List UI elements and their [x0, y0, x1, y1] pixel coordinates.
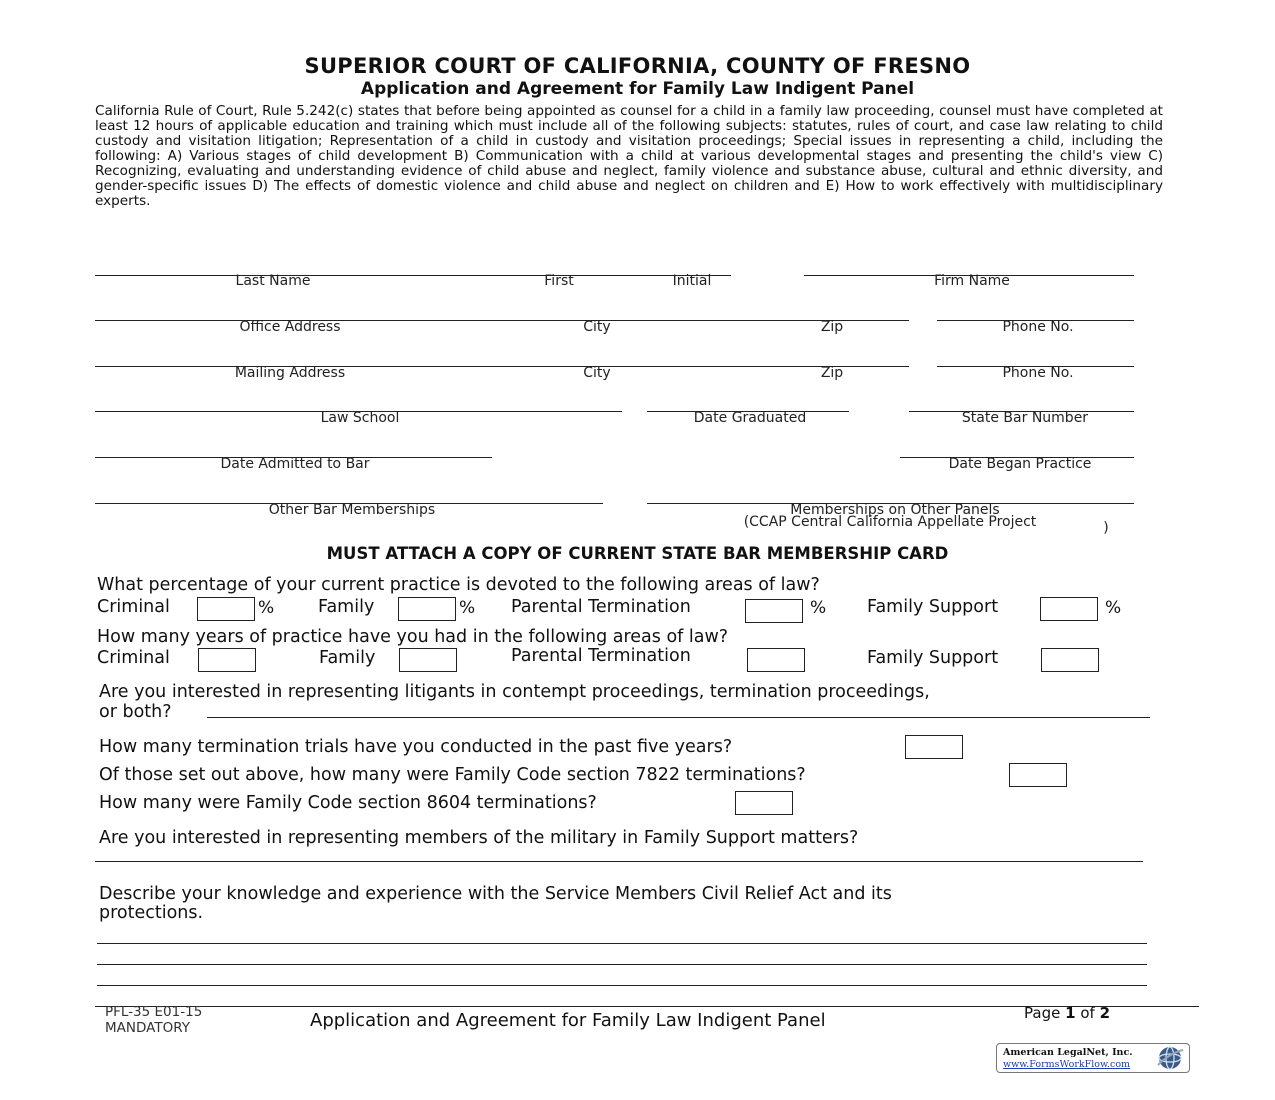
office-phone-label: Phone No. — [1002, 319, 1074, 335]
percentage-question: What percentage of your current practice is devoted to the following areas of law? — [97, 575, 820, 595]
firm-name-label: Firm Name — [934, 273, 1010, 289]
pct-criminal-label: Criminal — [97, 597, 170, 617]
legalnet-logo[interactable] — [996, 1043, 1190, 1073]
scra-answer-line-3[interactable] — [97, 985, 1147, 986]
court-title: SUPERIOR COURT OF CALIFORNIA, COUNTY OF FRESNO — [304, 54, 971, 78]
form-code-number: PFL-35 E01-15 — [105, 1004, 203, 1020]
pct-parental-sign: % — [810, 598, 827, 618]
form-title: Application and Agreement for Family Law Indigent Panel — [360, 79, 915, 99]
date-began-label: Date Began Practice — [948, 456, 1092, 472]
scra-answer-line-1[interactable] — [97, 943, 1147, 944]
military-question: Are you interested in representing members of the military in Family Support matters? — [99, 828, 859, 848]
form-code — [105, 1004, 202, 1036]
years-criminal-label: Criminal — [97, 648, 170, 668]
initial-label: Initial — [672, 273, 712, 289]
mailing-zip-label: Zip — [820, 365, 844, 381]
other-bar-label: Other Bar Memberships — [268, 502, 436, 518]
pct-support-sign: % — [1105, 598, 1122, 618]
fc7822-box[interactable] — [1009, 763, 1067, 787]
mailing-address-label: Mailing Address — [234, 365, 346, 381]
ccap-close-paren: ) — [1103, 520, 1109, 536]
years-criminal-box[interactable] — [198, 648, 256, 672]
scra-question: Describe your knowledge and experience with the Service Members Civil Relief Act and its — [99, 884, 892, 904]
date-graduated-label: Date Graduated — [693, 410, 807, 426]
pct-family-box[interactable] — [398, 597, 456, 621]
contempt-answer-line[interactable] — [207, 717, 1150, 718]
trials-question: How many termination trials have you conducted in the past five years? — [99, 737, 733, 757]
pct-criminal-box[interactable] — [197, 597, 255, 621]
years-family-box[interactable] — [399, 648, 457, 672]
other-panels-label: Memberships on Other Panels — [790, 502, 1000, 518]
contempt-question: Are you interested in representing litigants in contempt proceedings, termination proceedings, — [99, 682, 930, 702]
years-support-label: Family Support — [867, 648, 999, 668]
trials-box[interactable] — [905, 735, 963, 759]
pct-parental-box[interactable] — [745, 599, 803, 623]
page-current: 1 — [1065, 1004, 1076, 1022]
office-city-label: City — [583, 319, 611, 335]
years-family-label: Family — [319, 648, 376, 668]
page-total: 2 — [1099, 1004, 1111, 1022]
law-school-label: Law School — [320, 410, 400, 426]
pct-family-sign: % — [459, 598, 476, 618]
state-bar-number-label: State Bar Number — [961, 410, 1089, 426]
years-parental-box[interactable] — [747, 648, 805, 672]
first-name-label: First — [544, 273, 574, 289]
globe-icon — [1155, 1045, 1185, 1071]
years-question: How many years of practice have you had in the following areas of law? — [97, 627, 729, 647]
fc8604-box[interactable] — [735, 791, 793, 815]
last-name-label: Last Name — [235, 273, 311, 289]
office-address-label: Office Address — [239, 319, 341, 335]
footer-title: Application and Agreement for Family Law Indigent Panel — [310, 1010, 826, 1031]
pct-family-label: Family — [318, 597, 375, 617]
pct-parental-label: Parental Termination — [511, 597, 691, 617]
pct-support-box[interactable] — [1040, 597, 1098, 621]
logo-url[interactable]: www.FormsWorkFlow.com — [1003, 1059, 1131, 1070]
date-admitted-label: Date Admitted to Bar — [220, 456, 370, 472]
mailing-city-label: City — [583, 365, 611, 381]
pct-support-label: Family Support — [867, 597, 999, 617]
logo-name: American LegalNet, Inc. — [1003, 1047, 1133, 1058]
scra-answer-line-2[interactable] — [97, 964, 1147, 965]
years-parental-label: Parental Termination — [511, 646, 691, 666]
page-number — [1024, 1004, 1110, 1022]
contempt-question-cont: or both? — [99, 702, 172, 722]
office-zip-label: Zip — [820, 319, 844, 335]
fc7822-question: Of those set out above, how many were Family Code section 7822 terminations? — [99, 765, 806, 785]
mailing-phone-label: Phone No. — [1002, 365, 1074, 381]
ccap-label: (CCAP Central California Appellate Project — [743, 514, 1037, 530]
intro-paragraph: California Rule of Court, Rule 5.242(c) states that before being appointed as counsel for a child in a family law proceeding, counsel must have completed at least 12 hours of applicable education and training which must include all of the following subjects: statutes, rules of court, and case law relating to child custody and visitation litigation; Representation of a child in custody and visitation proceedings; Special issues in representing a child, including the following: A) Various stages of child development B) Communication with a child at various developmental stages and presenting the child's view C) Recognizing, evaluating and understanding evidence of child abuse and neglect, family violence and substance abuse, cultural and ethnic diversity, and gender-specific issues D) The effects of domestic violence and child abuse and neglect on children and E) How to work effectively with multidisciplinary experts. — [95, 103, 1163, 209]
pct-criminal-sign: % — [258, 598, 275, 618]
of-word: of — [1080, 1004, 1095, 1022]
must-attach-notice: MUST ATTACH A COPY OF CURRENT STATE BAR MEMBERSHIP CARD — [326, 544, 949, 563]
page-word: Page — [1024, 1004, 1061, 1022]
years-support-box[interactable] — [1041, 648, 1099, 672]
fc8604-question: How many were Family Code section 8604 terminations? — [99, 793, 597, 813]
military-answer-line[interactable] — [95, 861, 1143, 862]
form-mandatory: MANDATORY — [105, 1020, 190, 1036]
scra-question-cont: protections. — [99, 903, 204, 923]
